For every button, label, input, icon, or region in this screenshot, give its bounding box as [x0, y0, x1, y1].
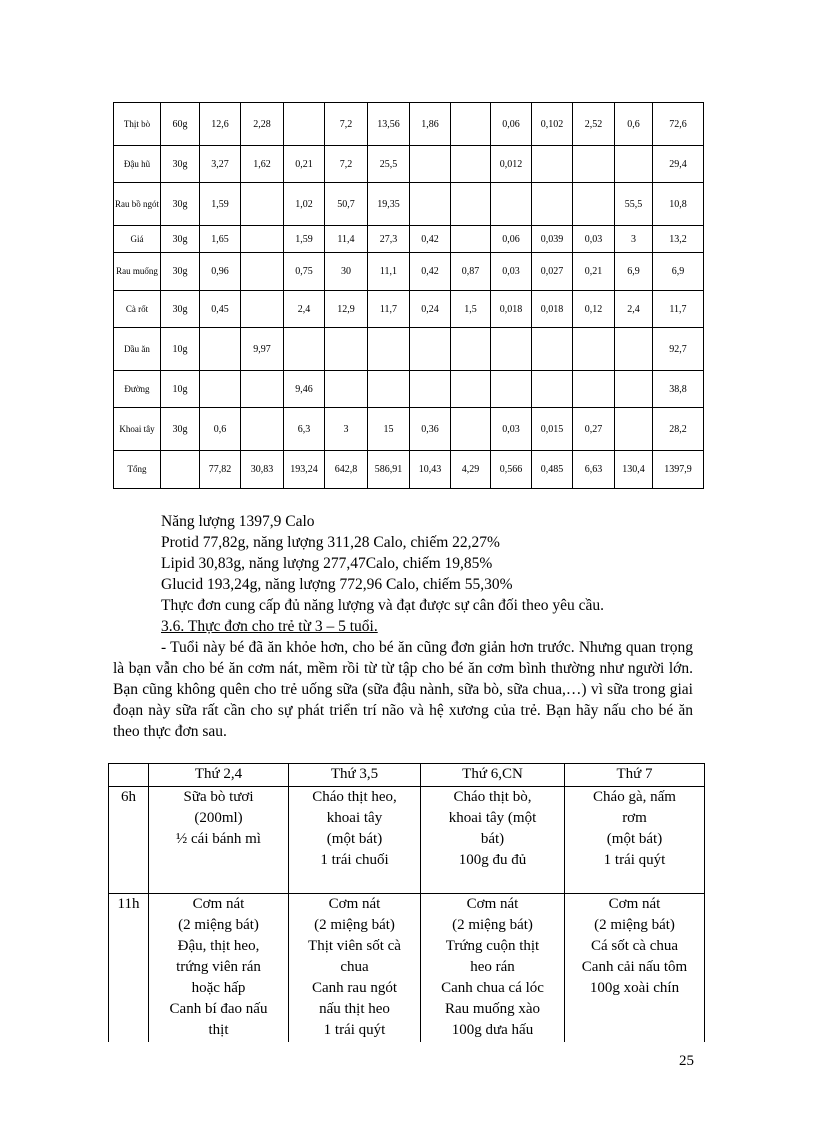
nutrition-cell: 0,24	[410, 291, 451, 328]
food-name: Rau muống	[114, 253, 161, 291]
nutrition-cell: 72,6	[653, 103, 704, 146]
nutrition-cell: 11,4	[325, 226, 368, 253]
nutrition-cell: 1,65	[200, 226, 241, 253]
food-name: Khoai tây	[114, 408, 161, 451]
nutrition-cell: 0,6	[615, 103, 653, 146]
food-name: Đậu hũ	[114, 146, 161, 183]
nutrition-cell: 1,59	[200, 183, 241, 226]
nutrition-cell: 0,06	[491, 103, 532, 146]
summary-line: Thực đơn cung cấp đủ năng lượng và đạt được sự cân đối theo yêu cầu.	[161, 597, 604, 614]
nutrition-cell: 0,015	[532, 408, 573, 451]
menu-line: 100g đu đủ	[458, 852, 527, 868]
nutrition-cell	[161, 451, 200, 489]
nutrition-cell: 30g	[161, 183, 200, 226]
menu-cell	[149, 787, 289, 894]
nutrition-cell	[368, 328, 410, 371]
nutrition-cell: 0,102	[532, 103, 573, 146]
nutrition-cell: 0,06	[491, 226, 532, 253]
menu-line: 100g dưa hấu	[451, 1022, 534, 1038]
menu-line: 1 trái quýt	[603, 852, 666, 868]
nutrition-cell	[325, 371, 368, 408]
nutrition-cell: 6,9	[653, 253, 704, 291]
menu-header-row	[109, 764, 705, 787]
menu-line: (2 miệng bát)	[178, 917, 259, 933]
nutrition-cell: 7,2	[325, 146, 368, 183]
menu-line: Cá sốt cà chua	[590, 938, 679, 954]
nutrition-cell: 30g	[161, 226, 200, 253]
nutrition-cell	[368, 371, 410, 408]
nutrition-row	[114, 253, 704, 291]
menu-line: thịt	[208, 1022, 229, 1038]
nutrition-cell: 0,018	[491, 291, 532, 328]
food-name: Rau bồ ngót	[114, 183, 161, 226]
nutrition-cell: 10,8	[653, 183, 704, 226]
menu-line: Canh rau ngót	[312, 980, 397, 996]
nutrition-cell	[241, 291, 284, 328]
nutrition-cell	[451, 226, 491, 253]
section-heading: 3.6. Thực đơn cho trẻ từ 3 – 5 tuổi.	[161, 618, 378, 635]
nutrition-cell	[532, 146, 573, 183]
menu-line: Canh cải nấu tôm	[581, 959, 688, 975]
menu-line: (2 miệng bát)	[314, 917, 395, 933]
nutrition-row	[114, 371, 704, 408]
menu-line: Cơm nát	[608, 896, 661, 912]
nutrition-cell	[573, 183, 615, 226]
nutrition-cell: 0,6	[200, 408, 241, 451]
menu-line: Cháo thịt bò,	[453, 789, 532, 805]
nutrition-cell: 3	[325, 408, 368, 451]
food-name: Giá	[114, 226, 161, 253]
food-name: Thịt bò	[114, 103, 161, 146]
nutrition-cell: 9,97	[241, 328, 284, 371]
nutrition-cell	[491, 183, 532, 226]
menu-header-cell: Thứ 7	[565, 764, 705, 787]
nutrition-cell: 586,91	[368, 451, 410, 489]
meal-time: 11h	[109, 894, 149, 1042]
menu-cell	[289, 787, 421, 894]
nutrition-cell: 30	[325, 253, 368, 291]
nutrition-cell: 12,9	[325, 291, 368, 328]
food-name: Cà rốt	[114, 291, 161, 328]
nutrition-cell: 0,27	[573, 408, 615, 451]
nutrition-cell: 38,8	[653, 371, 704, 408]
menu-line: 1 trái chuối	[320, 852, 389, 868]
nutrition-cell	[410, 371, 451, 408]
nutrition-cell: 13,56	[368, 103, 410, 146]
nutrition-cell: 30g	[161, 146, 200, 183]
nutrition-cell: 6,63	[573, 451, 615, 489]
nutrition-cell: 1397,9	[653, 451, 704, 489]
nutrition-cell	[325, 328, 368, 371]
menu-line: nấu thịt heo	[319, 1001, 390, 1017]
menu-cell	[289, 894, 421, 1042]
menu-line: Canh chua cá lóc	[441, 980, 544, 996]
nutrition-cell	[241, 183, 284, 226]
nutrition-cell	[615, 371, 653, 408]
nutrition-cell: 30g	[161, 291, 200, 328]
nutrition-cell: 0,566	[491, 451, 532, 489]
nutrition-cell	[491, 371, 532, 408]
nutrition-cell	[573, 328, 615, 371]
nutrition-table	[113, 102, 704, 489]
nutrition-cell	[615, 146, 653, 183]
nutrition-cell: 1,86	[410, 103, 451, 146]
nutrition-row	[114, 451, 704, 489]
nutrition-cell	[615, 328, 653, 371]
nutrition-row	[114, 146, 704, 183]
menu-line: hoặc hấp	[191, 980, 246, 996]
menu-line: Cơm nát	[328, 896, 381, 912]
nutrition-cell: 29,4	[653, 146, 704, 183]
food-name: Tổng	[114, 451, 161, 489]
meal-time: 6h	[109, 787, 149, 894]
menu-cell	[149, 894, 289, 1042]
menu-cell	[565, 894, 705, 1042]
nutrition-cell: 11,7	[653, 291, 704, 328]
menu-line: Sữa bò tươi	[183, 789, 254, 805]
nutrition-cell: 0,039	[532, 226, 573, 253]
menu-line: trứng viên rán	[176, 959, 261, 975]
nutrition-cell: 0,21	[573, 253, 615, 291]
menu-header-cell: Thứ 3,5	[289, 764, 421, 787]
nutrition-cell: 3,27	[200, 146, 241, 183]
nutrition-cell	[451, 146, 491, 183]
nutrition-cell	[241, 253, 284, 291]
nutrition-cell: 11,1	[368, 253, 410, 291]
nutrition-cell: 0,12	[573, 291, 615, 328]
nutrition-cell: 6,3	[284, 408, 325, 451]
nutrition-cell: 2,52	[573, 103, 615, 146]
menu-line: khoai tây (một	[448, 810, 537, 826]
nutrition-cell	[200, 328, 241, 371]
nutrition-cell: 3	[615, 226, 653, 253]
nutrition-cell	[410, 146, 451, 183]
nutrition-cell: 0,87	[451, 253, 491, 291]
menu-line: Canh bí đao nấu	[169, 1001, 268, 1017]
nutrition-cell: 2,4	[284, 291, 325, 328]
nutrition-cell: 193,24	[284, 451, 325, 489]
nutrition-cell: 19,35	[368, 183, 410, 226]
menu-line: Rau muống xào	[445, 1001, 540, 1017]
nutrition-cell: 0,012	[491, 146, 532, 183]
menu-header-cell: Thứ 6,CN	[421, 764, 565, 787]
nutrition-cell: 30,83	[241, 451, 284, 489]
nutrition-cell: 60g	[161, 103, 200, 146]
nutrition-cell: 0,42	[410, 226, 451, 253]
menu-line: (một bát)	[606, 831, 663, 847]
nutrition-cell: 7,2	[325, 103, 368, 146]
nutrition-cell: 9,46	[284, 371, 325, 408]
nutrition-cell: 6,9	[615, 253, 653, 291]
nutrition-cell	[451, 103, 491, 146]
menu-line: 100g xoài chín	[589, 980, 680, 996]
menu-table	[108, 763, 705, 1042]
nutrition-cell	[451, 328, 491, 371]
nutrition-cell: 77,82	[200, 451, 241, 489]
nutrition-cell: 0,36	[410, 408, 451, 451]
nutrition-cell: 0,027	[532, 253, 573, 291]
nutrition-cell: 25,5	[368, 146, 410, 183]
nutrition-row	[114, 328, 704, 371]
menu-line: (2 miệng bát)	[452, 917, 533, 933]
nutrition-cell: 1,02	[284, 183, 325, 226]
nutrition-cell: 30g	[161, 253, 200, 291]
menu-line: bát)	[480, 831, 505, 847]
menu-line: Cơm nát	[466, 896, 519, 912]
nutrition-cell	[410, 183, 451, 226]
nutrition-cell: 92,7	[653, 328, 704, 371]
nutrition-cell	[410, 328, 451, 371]
menu-row	[109, 787, 705, 894]
nutrition-cell: 1,59	[284, 226, 325, 253]
nutrition-cell	[573, 146, 615, 183]
menu-line: (2 miệng bát)	[594, 917, 675, 933]
nutrition-cell: 0,03	[491, 253, 532, 291]
body-paragraph	[113, 637, 693, 742]
nutrition-cell	[241, 371, 284, 408]
nutrition-cell: 55,5	[615, 183, 653, 226]
nutrition-cell: 130,4	[615, 451, 653, 489]
menu-line: (200ml)	[194, 810, 243, 826]
nutrition-cell	[491, 328, 532, 371]
menu-row	[109, 894, 705, 1042]
summary-line: Glucid 193,24g, năng lượng 772,96 Calo, chiếm 55,30%	[161, 576, 513, 593]
menu-cell	[421, 787, 565, 894]
nutrition-cell: 0,75	[284, 253, 325, 291]
nutrition-cell	[284, 328, 325, 371]
menu-line: Đậu, thịt heo,	[177, 938, 260, 954]
nutrition-cell	[532, 371, 573, 408]
menu-line: Cháo thịt heo,	[312, 789, 397, 805]
nutrition-row	[114, 183, 704, 226]
nutrition-cell	[615, 408, 653, 451]
menu-line: ½ cái bánh mì	[176, 831, 261, 847]
menu-line: 1 trái quýt	[323, 1022, 386, 1038]
menu-line: chua	[340, 959, 369, 975]
nutrition-cell: 15	[368, 408, 410, 451]
nutrition-cell: 2,4	[615, 291, 653, 328]
nutrition-cell	[241, 408, 284, 451]
menu-line: Thịt viên sốt cà	[308, 938, 401, 954]
menu-line: Cháo gà, nấm	[593, 789, 676, 805]
nutrition-cell: 642,8	[325, 451, 368, 489]
menu-line: rơm	[622, 810, 647, 826]
nutrition-cell: 0,03	[491, 408, 532, 451]
nutrition-cell: 0,45	[200, 291, 241, 328]
nutrition-cell: 0,485	[532, 451, 573, 489]
nutrition-row	[114, 226, 704, 253]
nutrition-cell: 50,7	[325, 183, 368, 226]
menu-line: Trứng cuộn thịt	[445, 938, 540, 954]
food-name: Đường	[114, 371, 161, 408]
nutrition-row	[114, 291, 704, 328]
nutrition-row	[114, 408, 704, 451]
summary-line: Lipid 30,83g, năng lượng 277,47Calo, chiếm 19,85%	[161, 555, 493, 572]
nutrition-cell	[573, 371, 615, 408]
nutrition-cell: 1,5	[451, 291, 491, 328]
nutrition-cell: 10g	[161, 371, 200, 408]
nutrition-cell: 0,96	[200, 253, 241, 291]
menu-header-cell	[109, 764, 149, 787]
nutrition-cell: 27,3	[368, 226, 410, 253]
page-number: 25	[679, 1053, 694, 1069]
summary-line: Protid 77,82g, năng lượng 311,28 Calo, chiếm 22,27%	[161, 534, 500, 551]
nutrition-cell: 4,29	[451, 451, 491, 489]
nutrition-cell	[532, 183, 573, 226]
nutrition-cell: 11,7	[368, 291, 410, 328]
menu-line: Cơm nát	[192, 896, 245, 912]
nutrition-cell	[451, 183, 491, 226]
nutrition-cell	[200, 371, 241, 408]
nutrition-cell: 0,03	[573, 226, 615, 253]
nutrition-cell: 30g	[161, 408, 200, 451]
nutrition-cell: 0,018	[532, 291, 573, 328]
menu-header-cell: Thứ 2,4	[149, 764, 289, 787]
nutrition-cell: 28,2	[653, 408, 704, 451]
menu-line: heo rán	[470, 959, 515, 975]
nutrition-cell	[532, 328, 573, 371]
nutrition-cell	[451, 408, 491, 451]
menu-line: khoai tây	[326, 810, 383, 826]
nutrition-cell: 12,6	[200, 103, 241, 146]
nutrition-cell: 0,42	[410, 253, 451, 291]
nutrition-row	[114, 103, 704, 146]
food-name: Dầu ăn	[114, 328, 161, 371]
nutrition-cell: 13,2	[653, 226, 704, 253]
summary-line: Năng lượng 1397,9 Calo	[161, 513, 315, 530]
nutrition-cell	[284, 103, 325, 146]
nutrition-cell: 2,28	[241, 103, 284, 146]
body-paragraph-text: - Tuổi này bé đã ăn khỏe hơn, cho bé ăn cũng đơn giản hơn trước. Nhưng quan trọng là bạn vẫn cho bé ăn cơm nát, mềm rồi từ từ tập cho bé ăn cơm bình thường như người lớn. Bạn cũng không quên cho trẻ uống sữa (sữa đậu nành, sữa bò, sữa chua,…) vì sữa trong giai đoạn này sữa rất cần cho sự phát triển trí não và hệ xương của trẻ. Bạn hãy nấu cho bé ăn theo thực đơn sau.	[113, 639, 693, 740]
menu-cell	[565, 787, 705, 894]
nutrition-cell: 10g	[161, 328, 200, 371]
energy-summary	[113, 511, 693, 616]
nutrition-cell: 0,21	[284, 146, 325, 183]
menu-line: (một bát)	[326, 831, 383, 847]
nutrition-cell	[241, 226, 284, 253]
nutrition-cell	[451, 371, 491, 408]
nutrition-cell: 1,62	[241, 146, 284, 183]
menu-cell	[421, 894, 565, 1042]
nutrition-cell: 10,43	[410, 451, 451, 489]
